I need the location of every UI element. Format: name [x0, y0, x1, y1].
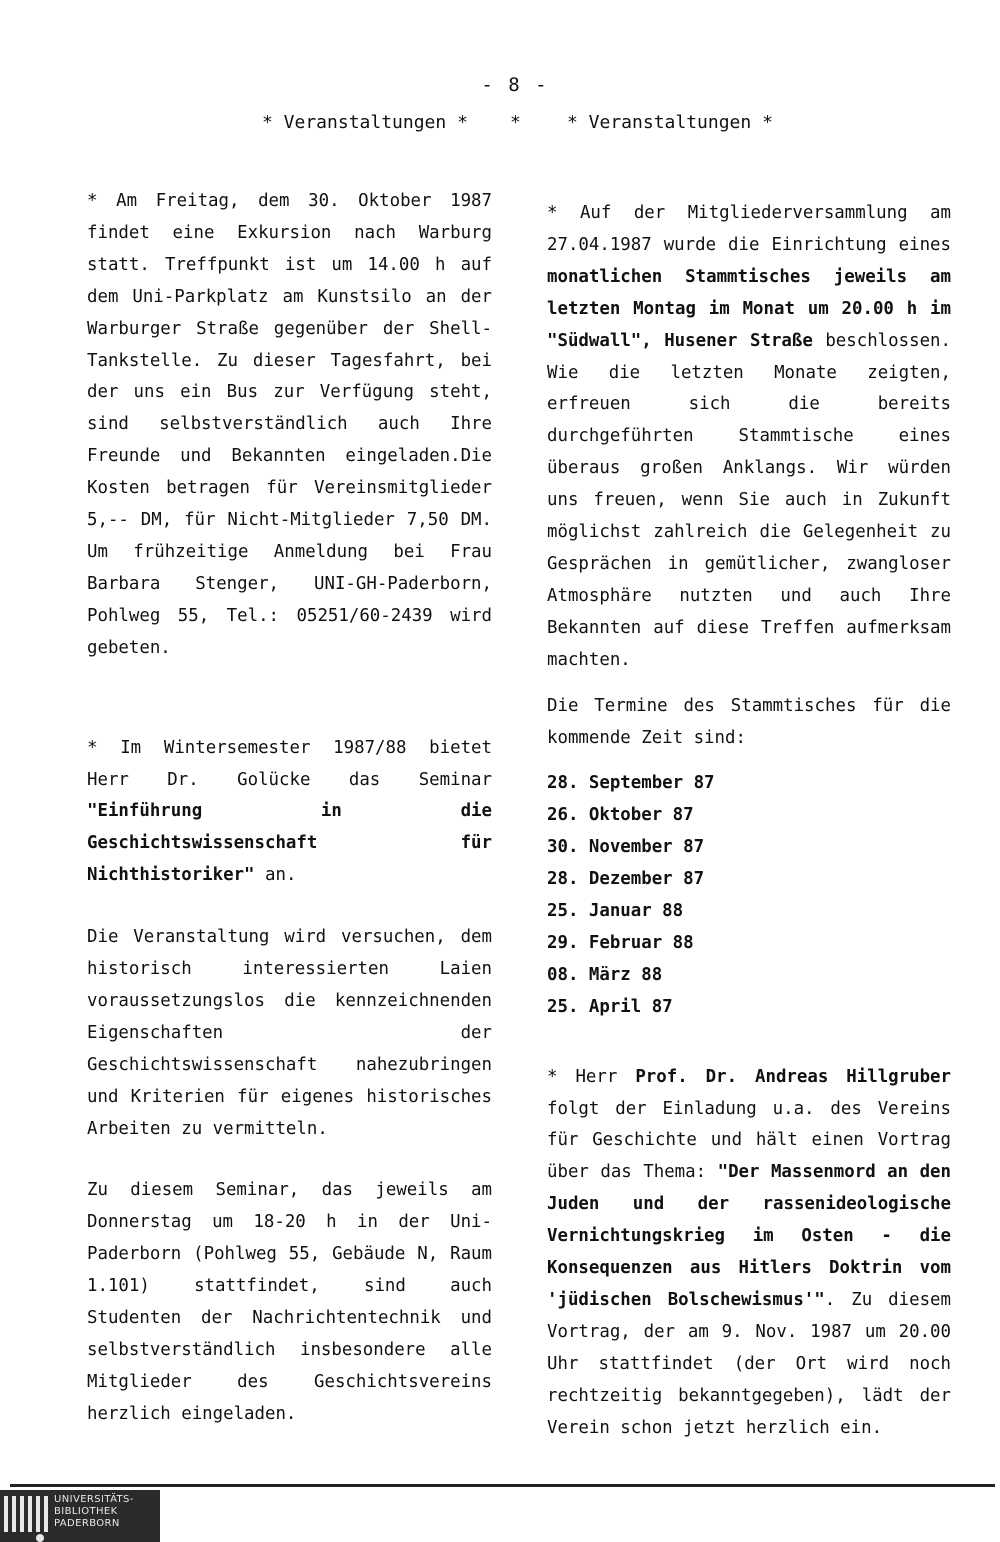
dot-icon — [36, 1534, 44, 1542]
list-item: 25. April 87 — [547, 996, 673, 1017]
right-column — [547, 198, 951, 1445]
logo-line: UNIVERSITÄTS- — [54, 1494, 134, 1505]
stammtisch-text: beschlossen. Wie die letzten Monate zeigten, erfreuen sich die bereits durchgeführten Stammtische eines überaus großen Anklangs. Wir würden uns freuen, wenn Sie auch in Zukunft möglichst zahlreich die Gelegenheit zu Gesprächen in gemütlicher, zwangloser Atmosphäre nutzten und auch Ihre Bekannten auf diese Treffen aufmerksam machten. — [547, 330, 951, 670]
library-logo — [0, 1490, 160, 1542]
left-column — [87, 186, 492, 1431]
stammtisch-intro: * Auf der Mitgliederversammlung am 27.04.1987 wurde die Einrichtung eines — [547, 203, 951, 255]
page-number: - 8 - — [481, 74, 549, 96]
seminar-intro: * Im Wintersemester 1987/88 bietet Herr Dr. Golücke das Seminar — [87, 737, 492, 790]
header-middle: * — [510, 112, 521, 133]
seminar-description-paragraph: Die Veranstaltung wird versuchen, dem historisch interessierten Laien voraussetzungslos die kennzeichnenden Eigenschaften der Geschichtswissenschaft nahezubringen und Kriterien für eigenes historisches Arbeiten zu vermitteln. — [87, 927, 492, 1139]
list-item: 30. November 87 — [547, 837, 705, 858]
lecture-text: folgt der Einladung u.a. des Vereins für Geschichte und hält einen Vortrag über das Thema: — [547, 1098, 951, 1183]
list-item: 28. September 87 — [547, 773, 715, 794]
stammtisch-dates-intro: Die Termine des Stammtisches für die kommende Zeit sind: — [547, 695, 951, 748]
lecture-paragraph — [547, 1062, 951, 1445]
logo-line: PADERBORN — [54, 1518, 120, 1529]
header-left: * Veranstaltungen * — [262, 112, 468, 133]
list-item: 08. März 88 — [547, 964, 663, 985]
library-logo-text — [54, 1494, 134, 1530]
lecture-speaker: Prof. Dr. Andreas Hillgruber — [635, 1066, 951, 1087]
seminar-paragraph — [87, 733, 492, 893]
stammtisch-details: monatlichen Stammtisches jeweils am letzten Montag im Monat um 20.00 h im "Südwall", Husener Straße — [547, 266, 951, 351]
seminar-end: an. — [254, 865, 297, 886]
list-item: 26. Oktober 87 — [547, 805, 694, 826]
list-item: 29. Februar 88 — [547, 932, 694, 953]
stammtisch-paragraph — [547, 198, 951, 677]
lecture-details: . Zu diesem Vortrag, der am 9. Nov. 1987 um 20.00 Uhr stattfindet (der Ort wird noch rechtzeitig bekanntgegeben), lädt der Verein schon jetzt herzlich ein. — [547, 1290, 951, 1438]
footer-divider — [10, 1484, 995, 1487]
header-right: * Veranstaltungen * — [567, 112, 773, 133]
stammtisch-dates-list — [547, 768, 951, 1023]
seminar-title: "Einführung in die Geschichtswissenschaft für Nichthistoriker" — [87, 801, 492, 886]
list-item: 25. Januar 88 — [547, 901, 684, 922]
excursion-paragraph: * Am Freitag, dem 30. Oktober 1987 findet eine Exkursion nach Warburg statt. Treffpunkt ist um 14.00 h auf dem Uni-Parkplatz am Kunstsilo an der Warburger Straße gegenüber der Shell-Tankstelle. Zu dieser Tagesfahrt, bei der uns ein Bus zur Verfügung steht, sind selbstverständlich auch Ihre Freunde und Bekannten eingeladen.Die Kosten betragen für Vereinsmitglieder 5,-- DM, für Nicht-Mitglieder 7,50 DM. Um frühzeitige Anmeldung bei Frau Barbara Stenger, UNI-GH-Paderborn, Pohlweg 55, Tel.: 05251/60-2439 wird gebeten. — [87, 191, 492, 658]
lecture-title: "Der Massenmord an den Juden und der rassenideologische Vernichtungskrieg im Osten - die Konsequenzen aus Hitlers Doktrin vom 'jüdischen Bolschewismus'" — [547, 1162, 951, 1310]
barcode-icon — [4, 1496, 48, 1532]
seminar-invitation-paragraph: Zu diesem Seminar, das jeweils am Donnerstag um 18-20 h in der Uni-Paderborn (Pohlweg 55, Gebäude N, Raum 1.101) stattfindet, sind auch Studenten der Nachrichtentechnik und selbstverständlich insbesondere alle Mitglieder des Geschichtsvereins herzlich eingeladen. — [87, 1180, 492, 1424]
list-item: 28. Dezember 87 — [547, 869, 705, 890]
lecture-intro: * Herr — [547, 1066, 636, 1087]
logo-line: BIBLIOTHEK — [54, 1506, 118, 1517]
